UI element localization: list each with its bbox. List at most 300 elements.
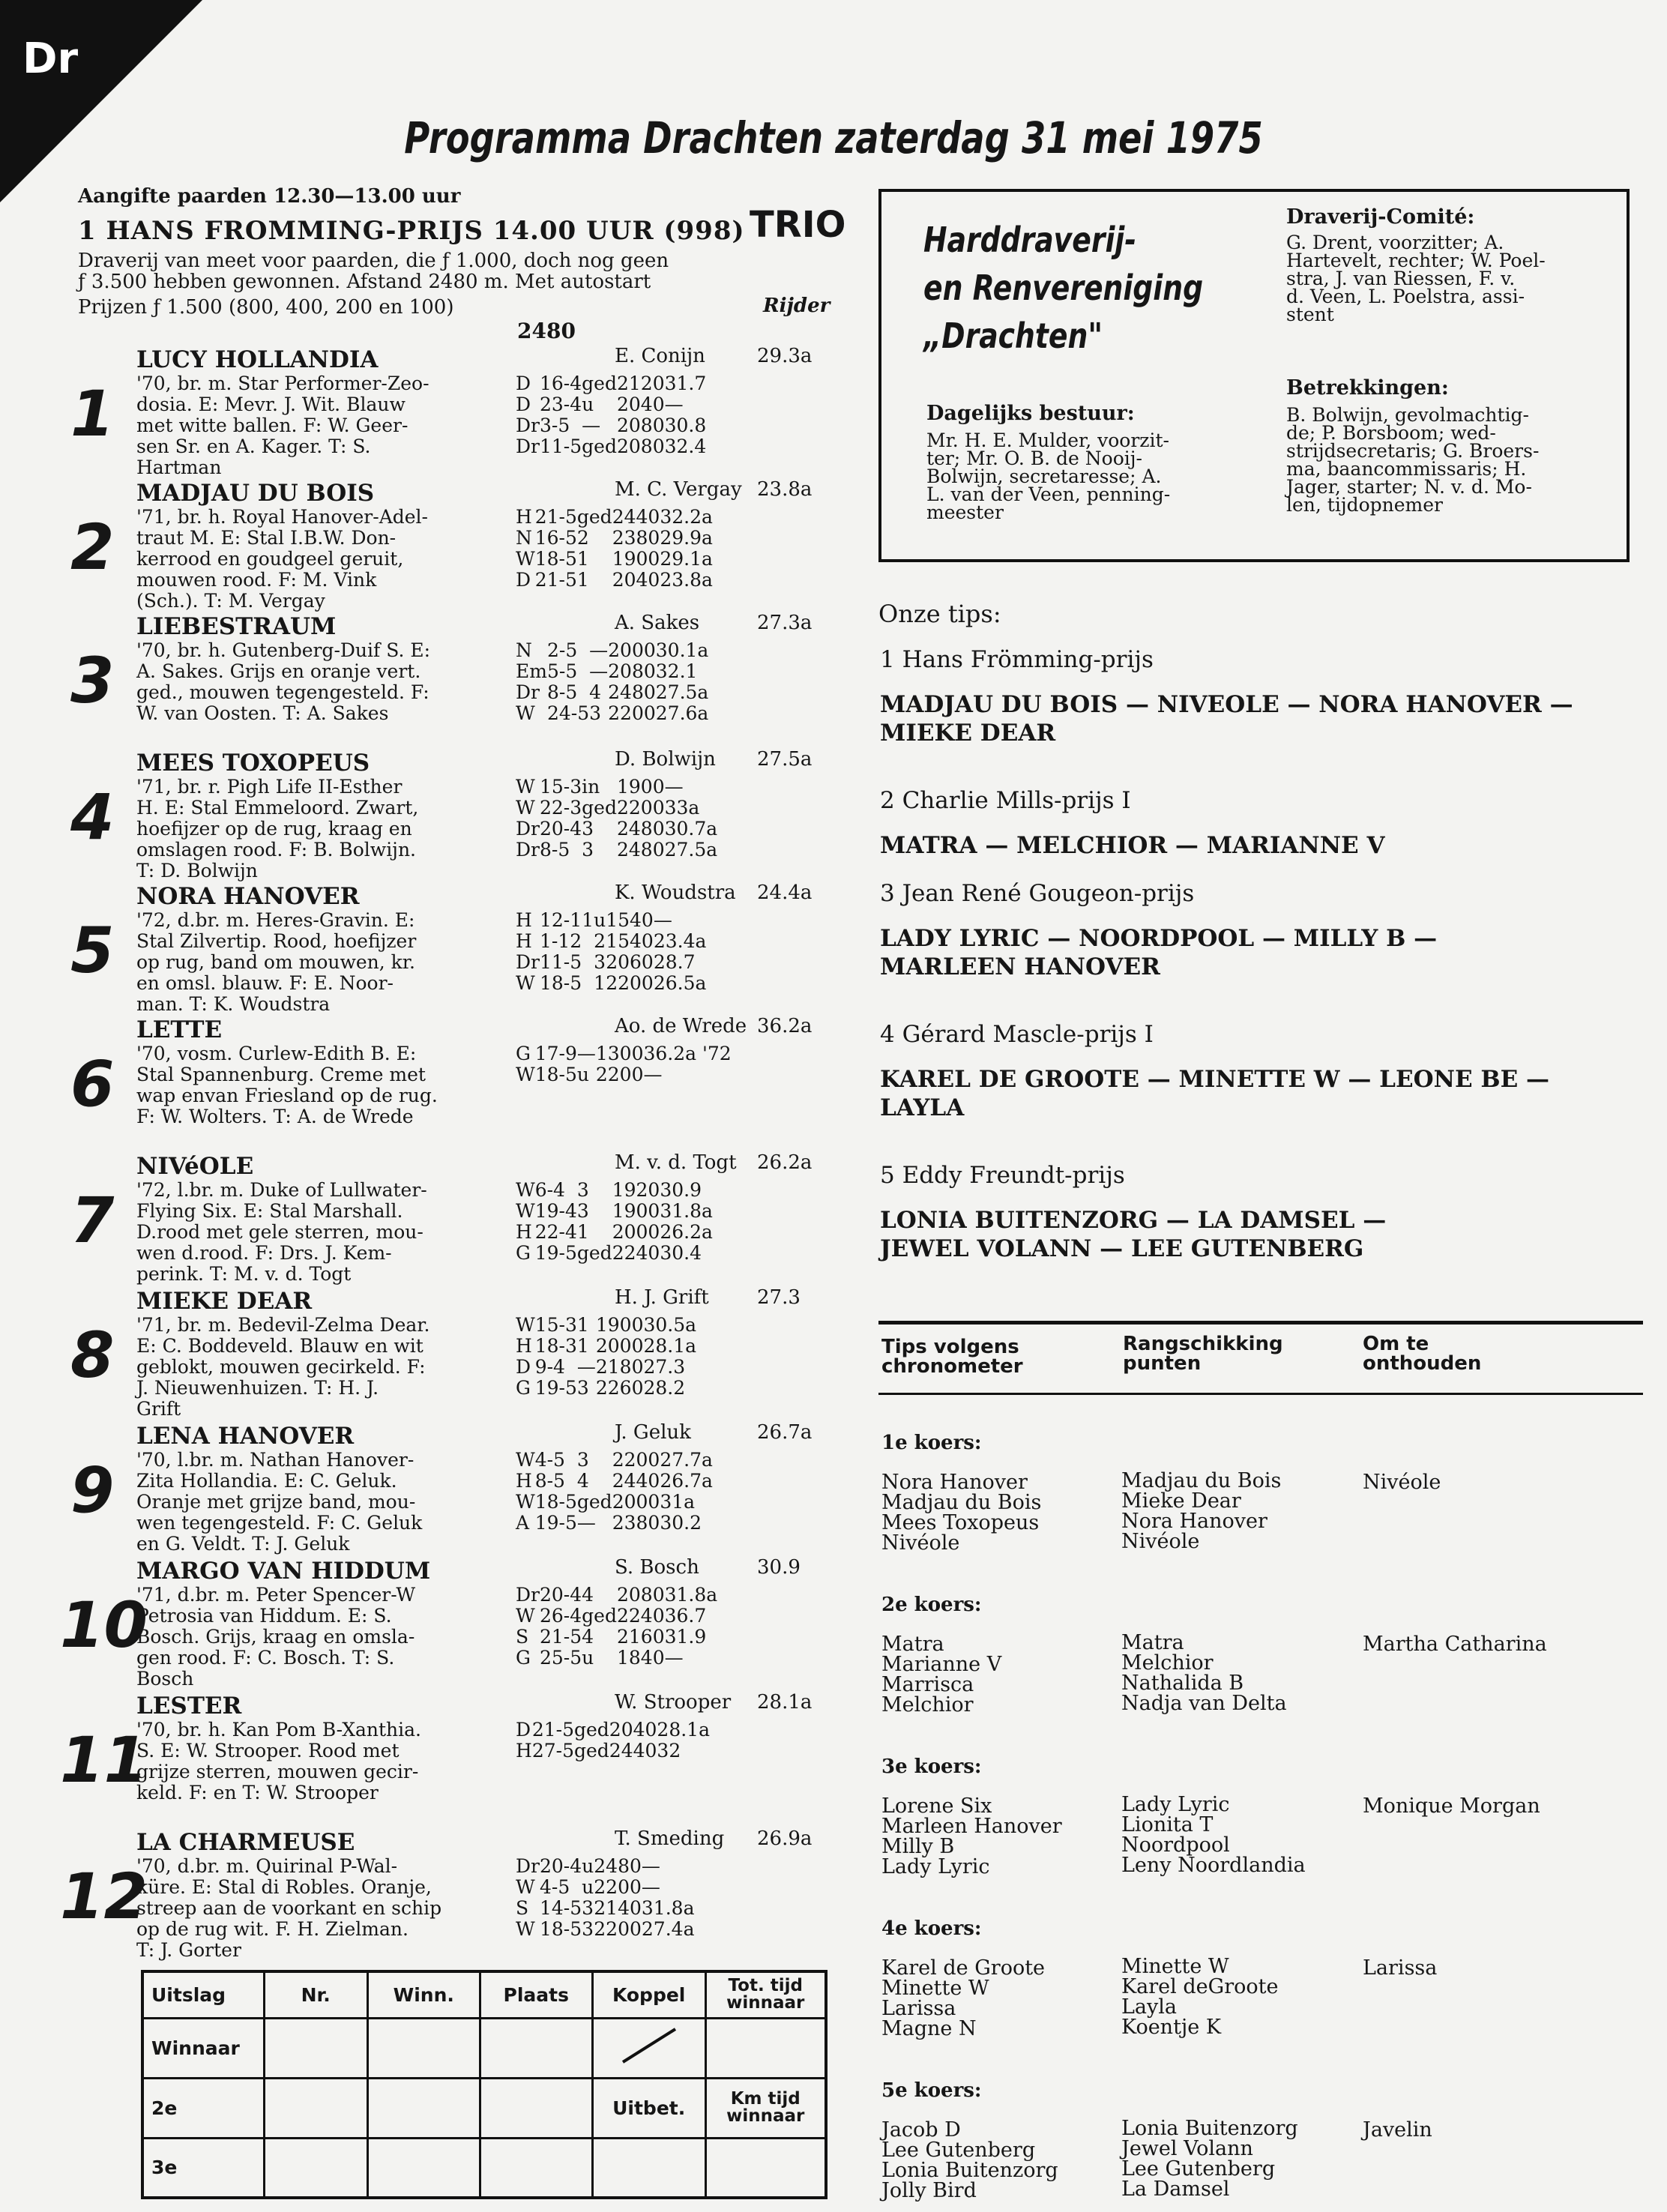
horse-description-line: sen Sr. en A. Kager. T: S.: [136, 436, 371, 457]
performance-cell: —: [653, 909, 672, 931]
performance-cell: 2440: [612, 506, 660, 528]
performance-row: [516, 373, 706, 394]
horse-number: 6: [70, 1047, 115, 1121]
chrono-tip-name: Magne N: [881, 2017, 977, 2040]
horse-name: LETTE: [136, 1016, 223, 1043]
horse-description-line: Stal Spannenburg. Creme met: [136, 1064, 426, 1085]
horse-record: 29.3a: [757, 345, 813, 367]
performance-cell: 20-4: [540, 1855, 582, 1877]
performance-cell: W: [516, 702, 535, 724]
performance-cell: 27.3: [643, 1356, 686, 1378]
performance-cell: 18-5: [534, 548, 577, 570]
performance-cell: H: [516, 1335, 532, 1357]
performance-cell: 2260: [595, 1377, 644, 1399]
performance-cell: 22-4: [534, 1221, 577, 1243]
performance-cell: ged: [582, 436, 617, 457]
performance-cell: 29.9a: [660, 527, 713, 549]
tip-picks: MADJAU DU BOIS — NIVEOLE — NORA HANOVER —: [880, 691, 1573, 718]
performance-cell: 30.5a: [643, 1314, 697, 1336]
performance-cell: —: [641, 1855, 660, 1877]
horse-performance-table: [516, 910, 706, 994]
performance-row: [516, 1471, 713, 1492]
row-label-winnaar: Winnaar: [142, 2018, 264, 2078]
performance-cell: 30.9: [660, 1179, 702, 1201]
horse-record: 28.1a: [757, 1691, 813, 1714]
km-time-label: Km tijd winnaar: [705, 2078, 826, 2138]
chrono-tip-name: Melchior: [881, 1693, 974, 1717]
performance-cell: Dr: [516, 951, 540, 973]
performance-cell: 2200: [612, 1449, 660, 1471]
performance-cell: 32.4: [664, 436, 707, 457]
performance-cell: W: [516, 1200, 535, 1222]
performance-cell: 28.1a: [643, 1335, 697, 1357]
horse-description-line: Bosch. Grijs, kraag en omsla-: [136, 1626, 415, 1648]
race-prizes: Prijzen ƒ 1.500 (800, 400, 200 en 100): [78, 296, 454, 319]
horse-performance-table: [516, 1720, 710, 1762]
horse-name: LA CHARMEUSE: [136, 1829, 355, 1856]
performance-cell: W: [516, 1449, 535, 1471]
points-tip-name: Lonia Buitenzorg: [1121, 2117, 1298, 2140]
horse-record: 36.2a: [757, 1015, 813, 1037]
performance-cell: u: [582, 1876, 594, 1898]
result-cell[interactable]: [705, 2138, 826, 2198]
board-line: Mr. H. E. Mulder, voorzit-: [926, 430, 1169, 451]
result-cell[interactable]: [367, 2078, 480, 2138]
slash-mark: [612, 2023, 687, 2068]
performance-cell: 21-5: [531, 1719, 574, 1741]
performance-cell: 2040: [609, 1719, 657, 1741]
performance-cell: 2080: [608, 660, 656, 682]
remember-tip-name: Larissa: [1363, 1956, 1438, 1980]
committee-line: d. Veen, L. Poelstra, assi-: [1286, 286, 1525, 307]
performance-cell: H: [516, 930, 532, 952]
chrono-tip-name: Jolly Bird: [881, 2179, 977, 2202]
row-label-2e: 2e: [142, 2078, 264, 2138]
koppel-slash-cell[interactable]: [592, 2018, 705, 2078]
points-tip-name: Nora Hanover: [1121, 1510, 1267, 1533]
performance-cell: 2000: [608, 639, 656, 661]
performance-cell: 15-3: [534, 1314, 577, 1336]
performance-row: [516, 703, 708, 724]
performance-row: [516, 1856, 694, 1877]
horse-description-line: '70, br. h. Kan Pom B-Xanthia.: [136, 1719, 422, 1741]
horse-description-line: geblokt, mouwen gecirkeld. F:: [136, 1356, 426, 1378]
performance-cell: D: [516, 569, 531, 591]
horse-description-line: Bosch: [136, 1668, 194, 1690]
performance-cell: 30.8: [664, 415, 707, 436]
performance-cell: 19-5: [534, 1512, 577, 1534]
performance-row: [516, 394, 706, 415]
board-section: [926, 403, 1170, 522]
performance-cell: 2380: [612, 527, 660, 549]
performance-cell: 1: [594, 972, 606, 994]
performance-row: [516, 931, 706, 952]
horse-driver: W. Strooper: [615, 1691, 732, 1714]
performance-cell: 31.8a: [664, 1584, 718, 1606]
horse-description-line: Grift: [136, 1398, 181, 1420]
horse-description-line: en omsl. blauw. F: E. Noor-: [136, 972, 394, 994]
horse-record: 27.5a: [757, 748, 813, 771]
performance-cell: S: [516, 1897, 529, 1919]
horse-performance-table: [516, 1856, 694, 1940]
performance-cell: —: [576, 1356, 596, 1378]
performance-cell: 11-5: [540, 436, 582, 457]
performance-cell: 8-5: [540, 839, 570, 861]
column-header-line: Om te: [1363, 1333, 1429, 1355]
result-cell[interactable]: [367, 2018, 480, 2078]
performance-cell: 1900: [616, 776, 665, 798]
horse-driver: Ao. de Wrede: [615, 1015, 747, 1037]
page-title: Programma Drachten zaterdag 31 mei 1975: [404, 112, 1263, 163]
performance-cell: 2200: [606, 972, 654, 994]
corner-tab: [0, 0, 202, 202]
performance-cell: 27.5a: [655, 681, 709, 703]
horse-description-line: wen d.rood. F: Drs. J. Kem-: [136, 1242, 392, 1264]
horse-record: 26.2a: [757, 1151, 813, 1174]
chrono-tip-name: Marleen Hanover: [881, 1815, 1062, 1838]
performance-cell: W: [516, 1491, 535, 1513]
horse-description-line: Petrosia van Hiddum. E: S.: [136, 1605, 392, 1627]
performance-cell: 2000: [612, 1221, 660, 1243]
row-label-3e: 3e: [142, 2138, 264, 2198]
column-header-points: [1123, 1334, 1283, 1373]
performance-cell: W: [516, 1876, 535, 1898]
board-title: Dagelijks bestuur:: [926, 402, 1135, 425]
chrono-tip-name: Karel de Groote: [881, 1956, 1046, 1980]
performance-cell: 22-3: [540, 797, 582, 819]
performance-cell: H: [516, 1221, 532, 1243]
performance-cell: 2440: [612, 1470, 660, 1492]
horse-name: MIEKE DEAR: [136, 1288, 313, 1315]
performance-cell: 2480: [594, 1855, 642, 1877]
horse-description-line: wap envan Friesland op de rug.: [136, 1085, 438, 1106]
performance-cell: 17-9: [534, 1043, 577, 1064]
horse-number: 12: [60, 1860, 148, 1933]
trio-label: TRIO: [750, 204, 846, 246]
committee-title: Draverij-Comité:: [1286, 205, 1475, 229]
performance-row: [516, 1336, 696, 1357]
performance-cell: 11-5: [540, 951, 582, 973]
race-label: 4e koers:: [881, 1917, 982, 1940]
performance-cell: u: [576, 1064, 589, 1085]
horse-name: NIVéOLE: [136, 1153, 254, 1180]
horse-description-line: wen tegengesteld. F: C. Geluk: [136, 1512, 423, 1534]
performance-cell: 2: [576, 527, 589, 549]
points-tip-name: Matra: [1121, 1631, 1184, 1654]
race-conditions-1: Draverij van meet voor paarden, die ƒ 1.000, doch nog geen: [78, 250, 669, 272]
points-tip-name: Lee Gutenberg: [1121, 2157, 1276, 2181]
header-uitslag: Uitslag: [142, 1971, 264, 2018]
column-header-line: Tips volgens: [881, 1336, 1019, 1358]
horse-description-line: T: D. Bolwijn: [136, 860, 258, 882]
performance-cell: 28.1a: [657, 1719, 710, 1741]
performance-cell: 1: [576, 1335, 589, 1357]
performance-cell: 2060: [606, 951, 654, 973]
chrono-tip-name: Lee Gutenberg: [881, 2139, 1036, 2162]
horse-description-line: J. Nieuwenhuizen. T: H. J.: [136, 1377, 379, 1399]
race-distance: 2480: [517, 319, 576, 343]
chrono-tip-name: Milly B: [881, 1835, 955, 1858]
performance-cell: 1: [576, 548, 589, 570]
horse-description-line: ged., mouwen tegengesteld. F:: [136, 681, 429, 703]
uitbet-label: Uitbet.: [592, 2078, 705, 2138]
result-cell[interactable]: [264, 2078, 367, 2138]
performance-cell: 5-5: [546, 660, 578, 682]
performance-cell: Dr: [516, 818, 540, 840]
horse-description-line: D.rood met gele sterren, mou-: [136, 1221, 423, 1243]
chrono-tip-name: Lady Lyric: [881, 1855, 990, 1878]
result-cell[interactable]: [705, 2018, 826, 2078]
performance-cell: 2180: [595, 1356, 644, 1378]
performance-cell: 4-5: [534, 1449, 565, 1471]
chrono-tip-name: Lonia Buitenzorg: [881, 2159, 1058, 2182]
performance-cell: ged: [576, 1491, 612, 1513]
horse-driver: J. Geluk: [615, 1421, 691, 1444]
horse-description-line: traut M. E: Stal I.B.W. Don-: [136, 527, 397, 549]
performance-cell: 2480: [608, 681, 656, 703]
tip-picks: KAREL DE GROOTE — MINETTE W — LEONE BE —: [880, 1066, 1549, 1093]
horse-description-line: S. E: W. Strooper. Rood met: [136, 1740, 400, 1762]
performance-cell: Dr: [516, 1855, 540, 1877]
horse-description-line: E: C. Boddeveld. Blauw en wit: [136, 1335, 423, 1357]
horse-driver: A. Sakes: [615, 612, 700, 634]
horse-description-line: streep aan de voorkant en schip: [136, 1897, 442, 1919]
positions-line: ma, baancommissaris; H.: [1286, 458, 1527, 480]
tip-race-title: 1 Hans Frömming-prijs: [880, 646, 1154, 673]
tip-race-title: 4 Gérard Mascle-prijs I: [880, 1021, 1154, 1048]
points-tip-name: Koentje K: [1121, 2016, 1222, 2039]
horse-description-line: W. van Oosten. T: A. Sakes: [136, 702, 389, 724]
performance-cell: 32.2a: [660, 506, 713, 528]
performance-row: [516, 1720, 710, 1741]
entry-time: Aangifte paarden 12.30—13.00 uur: [78, 185, 461, 208]
horse-record: 24.4a: [757, 882, 813, 904]
horse-name: LUCY HOLLANDIA: [136, 346, 379, 373]
performance-cell: 4: [582, 1626, 594, 1648]
performance-cell: 27-5: [531, 1740, 574, 1762]
performance-cell: 14-5: [540, 1897, 582, 1919]
points-tip-name: La Damsel: [1121, 2178, 1230, 2201]
horse-number: 9: [70, 1453, 115, 1527]
performance-cell: 4: [576, 1470, 589, 1492]
performance-cell: 2240: [616, 1605, 665, 1627]
performance-cell: 2200: [594, 1876, 642, 1898]
performance-row: [516, 1627, 717, 1648]
horse-description-line: (Sch.). T: M. Vergay: [136, 590, 325, 612]
horse-description-line: '70, vosm. Curlew-Edith B. E:: [136, 1043, 417, 1064]
performance-cell: 3: [576, 1179, 589, 1201]
performance-cell: Em: [516, 660, 547, 682]
horse-performance-table: [516, 777, 717, 861]
board-line: L. van der Veen, penning-: [926, 483, 1171, 505]
result-cell[interactable]: [367, 2138, 480, 2198]
performance-cell: W: [516, 797, 535, 819]
horse-record: 27.3: [757, 1286, 801, 1309]
performance-cell: —: [582, 415, 601, 436]
performance-cell: ged: [582, 1605, 617, 1627]
horse-description-line: '70, br. m. Star Performer-Zeo-: [136, 373, 429, 394]
positions-line: Jager, starter; N. v. d. Mo-: [1286, 476, 1532, 498]
result-cell[interactable]: [480, 2018, 592, 2078]
performance-cell: H: [516, 909, 532, 931]
horse-performance-table: [516, 507, 713, 591]
performance-row: [516, 1357, 696, 1378]
header-tot-tijd: Tot. tijd winnaar: [705, 1971, 826, 2018]
horse-performance-table: [516, 1585, 717, 1669]
performance-cell: 3: [576, 1200, 589, 1222]
chrono-tip-name: Marrisca: [881, 1673, 974, 1696]
performance-row: [516, 1043, 732, 1064]
performance-row: [516, 1378, 696, 1399]
performance-cell: ged: [576, 506, 612, 528]
horse-name: LIEBESTRAUM: [136, 613, 337, 640]
tip-picks: LONIA BUITENZORG — LA DAMSEL —: [880, 1207, 1387, 1234]
performance-cell: 19-5: [534, 1242, 577, 1264]
performance-cell: 2240: [612, 1242, 660, 1264]
performance-row: [516, 1898, 694, 1919]
performance-row: [516, 1919, 694, 1940]
horse-performance-table: [516, 1450, 713, 1534]
performance-cell: 1: [576, 1314, 589, 1336]
horse-description-line: T: J. Gorter: [136, 1939, 241, 1961]
horse-description-line: H. E: Stal Emmeloord. Zwart,: [136, 797, 419, 819]
performance-cell: 19-5: [534, 1377, 577, 1399]
horse-description-line: Flying Six. E: Stal Marshall.: [136, 1200, 403, 1222]
performance-cell: 31a: [660, 1491, 696, 1513]
horse-number: 8: [70, 1319, 115, 1392]
performance-cell: ged: [582, 373, 617, 394]
performance-cell: —: [643, 1064, 663, 1085]
tip-picks: MIEKE DEAR: [880, 720, 1056, 747]
points-tip-name: Lady Lyric: [1121, 1793, 1230, 1816]
performance-cell: N: [516, 639, 532, 661]
performance-row: [516, 973, 706, 994]
performance-cell: u: [582, 1647, 594, 1669]
horse-description-line: omslagen rood. F: B. Bolwijn.: [136, 839, 416, 861]
performance-cell: 2440: [609, 1740, 657, 1762]
performance-cell: 27.4a: [641, 1918, 695, 1940]
horse-description-line: Oranje met grijze band, mou-: [136, 1491, 416, 1513]
header-winn: Winn.: [367, 1971, 480, 2018]
performance-cell: 30.4: [660, 1242, 702, 1264]
horse-description-line: man. T: K. Woudstra: [136, 993, 331, 1015]
performance-cell: 2080: [616, 436, 665, 457]
performance-cell: u: [582, 394, 594, 415]
horse-description-line: '72, d.br. m. Heres-Gravin. E:: [136, 909, 415, 931]
horse-performance-table: [516, 1315, 696, 1399]
board-line: Bolwijn, secretaresse; A.: [926, 465, 1162, 487]
positions-title: Betrekkingen:: [1286, 376, 1449, 400]
performance-cell: —: [664, 394, 684, 415]
performance-cell: 2120: [616, 373, 665, 394]
points-tip-name: Minette W: [1121, 1955, 1229, 1978]
positions-line: B. Bolwijn, gevolmachtig-: [1286, 404, 1529, 426]
horse-description-line: '71, d.br. m. Peter Spencer-W: [136, 1584, 416, 1606]
horse-name: MADJAU DU BOIS: [136, 480, 375, 507]
performance-cell: W: [516, 1314, 535, 1336]
race-label: 2e koers:: [881, 1594, 982, 1616]
performance-cell: 29.1a: [660, 548, 713, 570]
performance-cell: ged: [576, 1242, 612, 1264]
performance-row: [516, 1180, 713, 1201]
performance-cell: 26.5a: [653, 972, 707, 994]
committee-line: G. Drent, voorzitter; A.: [1286, 232, 1504, 253]
positions-line: strijdsecretaris; G. Broers-: [1286, 440, 1540, 462]
horse-number: 3: [70, 644, 115, 717]
performance-cell: —: [576, 1512, 596, 1534]
horse-description-line: '71, br. m. Bedevil-Zelma Dear.: [136, 1314, 430, 1336]
header-nr: Nr.: [264, 1971, 367, 2018]
performance-cell: 1900: [595, 1314, 644, 1336]
performance-row: [516, 507, 713, 528]
horse-driver: T. Smeding: [615, 1827, 725, 1850]
performance-cell: —: [664, 776, 684, 798]
performance-cell: 19-4: [534, 1200, 577, 1222]
performance-cell: 31.8a: [641, 1897, 695, 1919]
result-cell[interactable]: [480, 2138, 592, 2198]
performance-cell: W: [516, 548, 535, 570]
performance-cell: 18-5: [540, 972, 582, 994]
association-name: [923, 216, 1264, 360]
performance-row: [516, 1450, 713, 1471]
performance-cell: 1: [576, 1221, 589, 1243]
performance-cell: 1920: [612, 1179, 660, 1201]
horse-record: 26.7a: [757, 1421, 813, 1444]
performance-cell: 2380: [612, 1512, 660, 1534]
result-cell[interactable]: [480, 2078, 592, 2138]
performance-cell: W: [516, 1605, 535, 1627]
performance-cell: H: [516, 1740, 532, 1762]
performance-cell: G: [516, 1242, 531, 1264]
performance-cell: 4-5: [540, 1876, 570, 1898]
performance-row: [516, 1513, 713, 1534]
result-cell[interactable]: [592, 2138, 705, 2198]
performance-row: [516, 1315, 696, 1336]
horse-description-line: op de rug wit. F. H. Zielman.: [136, 1918, 409, 1940]
performance-cell: 33a: [664, 797, 700, 819]
performance-cell: 3: [576, 1377, 589, 1399]
chrono-tip-name: Marianne V: [881, 1653, 1002, 1676]
performance-cell: 2200: [594, 1918, 642, 1940]
rider-label: Rijder: [763, 295, 831, 317]
performance-cell: 31.9: [664, 1626, 707, 1648]
chrono-tip-name: Nivéole: [881, 1531, 960, 1555]
association-name-line: „Drachten": [923, 316, 1103, 356]
performance-row: [516, 1585, 717, 1606]
performance-cell: 3: [582, 818, 594, 840]
horse-name: MEES TOXOPEUS: [136, 750, 370, 777]
performance-cell: 2040: [612, 569, 660, 591]
result-cell[interactable]: [264, 2138, 367, 2198]
tip-picks: JEWEL VOLANN — LEE GUTENBERG: [880, 1235, 1364, 1262]
horse-number: 4: [70, 780, 115, 854]
horse-record: 30.9: [757, 1556, 801, 1579]
performance-cell: 25-5: [540, 1647, 582, 1669]
tip-table-rule-top: [878, 1321, 1643, 1325]
performance-cell: 21-5: [534, 569, 577, 591]
performance-cell: Dr: [516, 681, 540, 703]
association-box: [878, 189, 1630, 562]
performance-cell: 20-4: [540, 1584, 582, 1606]
performance-cell: 2200: [608, 702, 656, 724]
chrono-tip-name: Mees Toxopeus: [881, 1511, 1040, 1534]
tip-picks: MARLEEN HANOVER: [880, 953, 1160, 980]
result-cell[interactable]: [264, 2018, 367, 2078]
horse-driver: E. Conijn: [615, 345, 705, 367]
performance-cell: 3: [582, 1918, 594, 1940]
race-conditions-2: ƒ 3.500 hebben gewonnen. Afstand 2480 m. Met autostart: [78, 271, 651, 293]
remember-tip-name: Javelin: [1363, 2118, 1432, 2142]
